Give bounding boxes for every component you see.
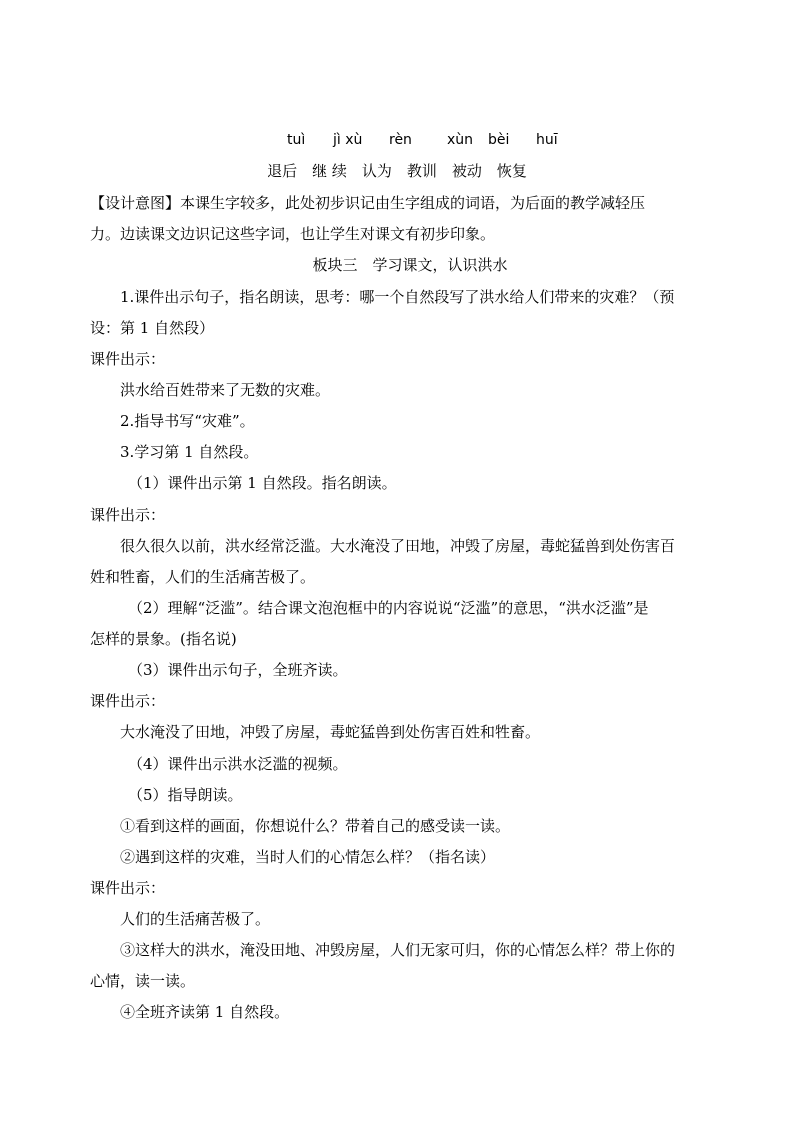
paragraph-line: ③这样大的洪水，淹没田地、冲毁房屋，人们无家可归，你的心情怎么样？带上你的 (120, 941, 676, 959)
paragraph-line: （4）课件出示洪水泛滥的视频。 (128, 755, 348, 773)
paragraph-line: （5）指导朗读。 (128, 786, 243, 804)
pinyin-bei: bèi (488, 132, 510, 148)
courseware-text: 洪水给百姓带来了无数的灾难。 (120, 381, 331, 399)
courseware-label: 课件出示： (90, 506, 166, 524)
paragraph-line: 心情，读一读。 (90, 972, 196, 990)
courseware-text: 人们的生活痛苦极了。 (120, 910, 271, 928)
paragraph-line: 设：第 1 自然段） (90, 319, 215, 337)
paragraph-line: 怎样的景象。(指名说) (90, 630, 237, 648)
courseware-text: 大水淹没了田地，冲毁了房屋，毒蛇猛兽到处伤害百姓和牲畜。 (120, 723, 541, 741)
paragraph-line: ①看到这样的画面，你想说什么？带着自己的感受读一读。 (120, 817, 511, 835)
paragraph-line: 3.学习第 1 自然段。 (120, 443, 259, 461)
pinyin-xun: xùn (447, 132, 474, 148)
courseware-label: 课件出示： (90, 879, 166, 897)
paragraph-line: ②遇到这样的灾难，当时人们的心情怎么样？（指名读） (120, 848, 496, 866)
courseware-label: 课件出示： (90, 350, 166, 368)
paragraph-line: 1.课件出示句子，指名朗读，思考：哪一个自然段写了洪水给人们带来的灾难？（预 (120, 288, 675, 306)
pinyin-hui: huī (536, 132, 558, 148)
paragraph-line: 2.指导书写“灾难”。 (120, 412, 255, 430)
paragraph-line: （1）课件出示第 1 自然段。指名朗读。 (128, 474, 397, 492)
vocabulary-words: 退后 继 续 认为 教训 被动 恢复 (267, 162, 527, 180)
paragraph-line: ④全班齐读第 1 自然段。 (120, 1003, 290, 1021)
courseware-text: 姓和牲畜，人们的生活痛苦极了。 (90, 568, 316, 586)
section-title: 板块三 学习课文，认识洪水 (312, 256, 508, 274)
pinyin-ren: rèn (389, 132, 412, 148)
paragraph-line: （3）课件出示句子，全班齐读。 (128, 661, 348, 679)
courseware-text: 很久很久以前，洪水经常泛滥。大水淹没了田地，冲毁了房屋，毒蛇猛兽到处伤害百 (120, 537, 676, 555)
design-intent-line-2: 力。边读课文边识记这些字词，也让学生对课文有初步印象。 (90, 225, 496, 243)
pinyin-jixu: jì xù (333, 132, 363, 148)
design-intent-line-1: 【设计意图】本课生字较多，此处初步识记由生字组成的词语，为后面的教学减轻压 (90, 194, 646, 212)
courseware-label: 课件出示： (90, 692, 166, 710)
paragraph-line: （2）理解“泛滥”。结合课文泡泡框中的内容说说“泛滥”的意思，“洪水泛滥”是 (128, 599, 649, 617)
pinyin-tui: tuì (287, 132, 306, 148)
